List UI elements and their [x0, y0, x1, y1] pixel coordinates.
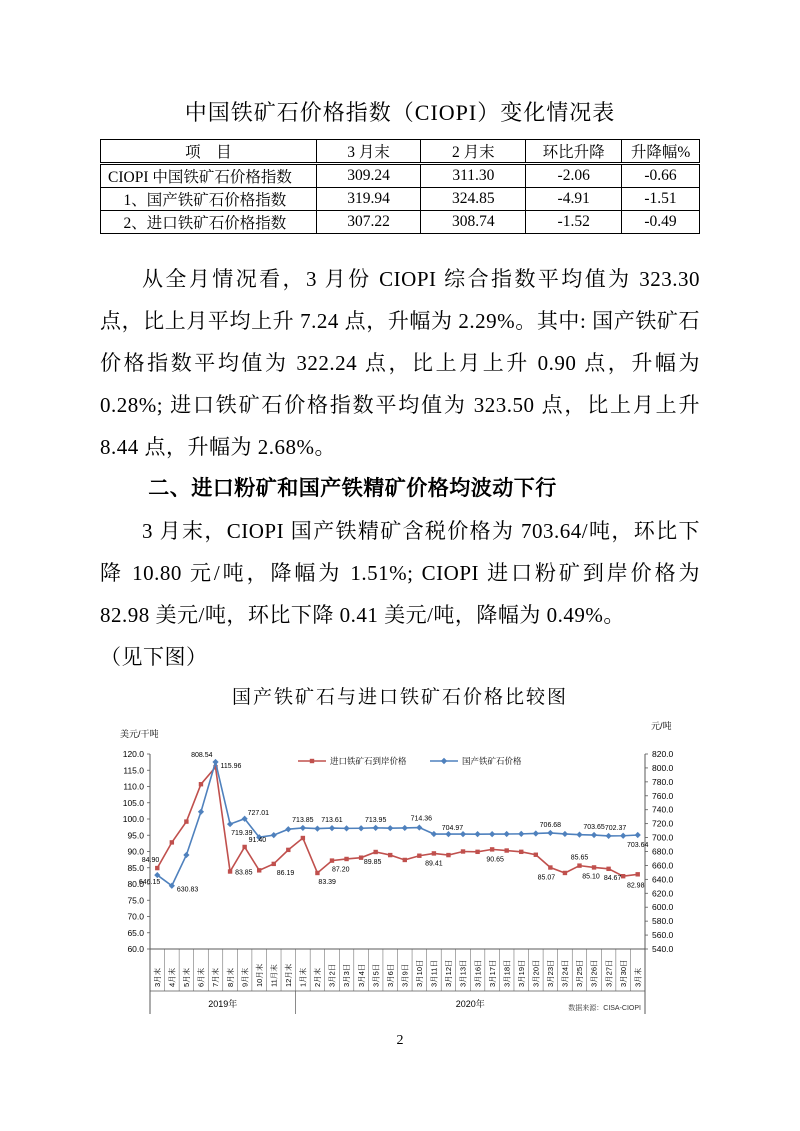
svg-text:75.0: 75.0 — [127, 895, 144, 906]
table-cell: -0.66 — [622, 164, 700, 188]
table-body — [101, 164, 700, 234]
table-row — [101, 164, 700, 188]
svg-text:83.39: 83.39 — [318, 878, 336, 886]
svg-text:704.97: 704.97 — [441, 825, 464, 833]
svg-text:84.67: 84.67 — [603, 874, 622, 882]
svg-text:3月23日: 3月23日 — [546, 959, 556, 987]
svg-text:3月2日: 3月2日 — [327, 963, 337, 987]
svg-text:100.0: 100.0 — [122, 814, 144, 824]
table-header-row — [101, 140, 700, 164]
svg-text:1月末: 1月末 — [298, 967, 308, 987]
svg-text:760.0: 760.0 — [652, 790, 674, 801]
table-header-cell: 升降幅% — [622, 140, 700, 164]
svg-text:80.0: 80.0 — [127, 879, 144, 889]
svg-text:3月4日: 3月4日 — [356, 963, 366, 987]
svg-text:713.85: 713.85 — [292, 816, 314, 824]
svg-text:3月25日: 3月25日 — [575, 959, 585, 987]
svg-text:3月5日: 3月5日 — [371, 963, 381, 987]
page-number: 2 — [396, 1033, 404, 1048]
price-comparison-chart-container — [100, 709, 700, 1021]
table-cell: 2、进口铁矿石价格指数 — [101, 211, 317, 234]
svg-text:85.07: 85.07 — [537, 874, 556, 882]
paragraph-monthly-average: 从全月情况看，3 月份 CIOPI 综合指数平均值为 323.30 点，比上月平均上升 7.24 点，升幅为 2.29%。其中: 国产铁矿石价格指数平均值为 322.24 点，比上月上升 0.90 点，升幅为 0.28%; 进口铁矿石价格指数平均值为 323.50 点，比上月上升 8.44 点，升幅为 2.68%。 — [100, 267, 700, 459]
svg-text:美元/干吨: 美元/干吨 — [120, 729, 159, 739]
svg-text:2020年: 2020年 — [455, 999, 485, 1009]
section-heading-2: 二、进口粉矿和国产铁精矿价格均波动下行 — [148, 477, 557, 500]
svg-text:808.54: 808.54 — [191, 751, 213, 759]
chart-title: 国产铁矿石与进口铁矿石价格比较图 — [231, 687, 568, 708]
svg-text:560.0: 560.0 — [652, 930, 674, 941]
svg-text:85.0: 85.0 — [127, 862, 144, 873]
table-row — [101, 211, 700, 234]
table-cell: -2.06 — [526, 164, 622, 188]
svg-text:89.85: 89.85 — [363, 858, 382, 866]
svg-text:89.41: 89.41 — [425, 860, 443, 868]
svg-text:3月末: 3月末 — [633, 967, 643, 987]
svg-text:3月9日: 3月9日 — [400, 963, 410, 987]
svg-text:9月末: 9月末 — [240, 967, 250, 987]
price-comparison-chart — [100, 709, 700, 1021]
svg-text:2019年: 2019年 — [208, 999, 238, 1009]
svg-text:3月27日: 3月27日 — [604, 959, 614, 987]
svg-text:3月6日: 3月6日 — [385, 963, 395, 987]
svg-text:703.65: 703.65 — [583, 824, 605, 832]
svg-text:719.39: 719.39 — [231, 830, 253, 838]
svg-text:3月17日: 3月17日 — [487, 959, 497, 987]
svg-text:727.01: 727.01 — [247, 809, 270, 817]
svg-text:3月11日: 3月11日 — [429, 960, 439, 987]
table-header-cell: 环比升降 — [526, 140, 622, 164]
svg-text:65.0: 65.0 — [127, 927, 144, 938]
paragraph-prices: 3 月末，CIOPI 国产铁精矿含税价格为 703.64/吨，环比下降 10.80 元/吨，降幅为 1.51%; CIOPI 进口粉矿到岸价格为 82.98 美元/吨，环比下降 0.41 美元/吨，降幅为 0.49%。 — [100, 519, 700, 627]
svg-text:83.85: 83.85 — [235, 869, 253, 877]
svg-text:6月末: 6月末 — [196, 967, 206, 987]
svg-text:91.40: 91.40 — [248, 836, 267, 844]
svg-text:3月24日: 3月24日 — [560, 959, 570, 987]
svg-text:进口铁矿石到岸价格: 进口铁矿石到岸价格 — [330, 756, 407, 766]
svg-text:630.83: 630.83 — [176, 886, 199, 894]
svg-text:580.0: 580.0 — [652, 916, 674, 927]
table-cell: 1、国产铁矿石价格指数 — [101, 188, 317, 211]
svg-text:820.0: 820.0 — [652, 749, 674, 759]
svg-text:115.96: 115.96 — [220, 763, 242, 771]
svg-text:4月末: 4月末 — [167, 967, 177, 987]
svg-text:702.37: 702.37 — [604, 824, 627, 832]
svg-text:110.0: 110.0 — [123, 781, 144, 792]
table-cell: 324.85 — [421, 188, 526, 211]
table-cell: -1.51 — [622, 188, 700, 211]
svg-text:700.0: 700.0 — [652, 832, 674, 843]
svg-text:85.65: 85.65 — [570, 854, 589, 862]
svg-text:3月18日: 3月18日 — [502, 959, 512, 987]
svg-text:720.0: 720.0 — [652, 818, 674, 829]
table-cell: CIOPI 中国铁矿石价格指数 — [101, 164, 317, 188]
svg-text:646.15: 646.15 — [138, 879, 161, 887]
svg-text:3月末: 3月末 — [152, 967, 162, 987]
svg-text:元/吨: 元/吨 — [651, 721, 672, 731]
svg-text:540.0: 540.0 — [652, 944, 674, 954]
svg-text:90.0: 90.0 — [127, 846, 144, 857]
svg-text:95.0: 95.0 — [127, 830, 144, 841]
svg-text:7月末: 7月末 — [211, 967, 221, 987]
svg-text:105.0: 105.0 — [122, 797, 144, 808]
see-figure-note: （见下图） — [100, 645, 208, 669]
svg-text:国产铁矿石价格: 国产铁矿石价格 — [462, 756, 522, 766]
svg-text:680.0: 680.0 — [652, 846, 674, 857]
svg-text:87.20: 87.20 — [331, 866, 350, 874]
svg-text:115.0: 115.0 — [123, 765, 144, 776]
svg-text:8月末: 8月末 — [225, 967, 235, 987]
ciopi-change-table — [100, 139, 700, 234]
svg-text:600.0: 600.0 — [652, 902, 674, 913]
table-cell: 308.74 — [421, 211, 526, 234]
table-header-cell: 2 月末 — [421, 140, 526, 164]
svg-text:120.0: 120.0 — [122, 749, 144, 759]
svg-text:70.0: 70.0 — [127, 911, 144, 922]
svg-text:3月3日: 3月3日 — [342, 963, 352, 987]
table-cell: 319.94 — [316, 188, 421, 211]
table-header-cell: 项 目 — [101, 140, 317, 164]
svg-text:3月13日: 3月13日 — [458, 959, 468, 987]
svg-text:703.64: 703.64 — [627, 842, 649, 850]
table-cell: 311.30 — [421, 164, 526, 188]
svg-text:3月12日: 3月12日 — [444, 959, 454, 987]
svg-text:714.36: 714.36 — [410, 815, 433, 823]
svg-text:86.19: 86.19 — [276, 869, 295, 877]
svg-text:3月30日: 3月30日 — [618, 959, 628, 987]
table-cell: 309.24 — [316, 164, 421, 188]
svg-text:800.0: 800.0 — [652, 762, 674, 773]
table-cell: 307.22 — [316, 211, 421, 234]
svg-text:3月26日: 3月26日 — [589, 959, 599, 987]
table-header-cell: 3 月末 — [316, 140, 421, 164]
table-cell: -0.49 — [622, 211, 700, 234]
svg-text:3月19日: 3月19日 — [516, 959, 526, 987]
svg-text:85.10: 85.10 — [582, 873, 600, 881]
table-cell: -4.91 — [526, 188, 622, 211]
svg-text:84.90: 84.90 — [141, 857, 160, 865]
svg-text:3月10日: 3月10日 — [415, 959, 425, 987]
svg-text:713.95: 713.95 — [364, 816, 387, 824]
svg-text:数据来源：CISA-CIOPI: 数据来源：CISA-CIOPI — [568, 1005, 641, 1012]
table-row — [101, 188, 700, 211]
svg-text:780.0: 780.0 — [652, 776, 674, 787]
svg-text:12月末: 12月末 — [284, 963, 294, 987]
svg-text:5月末: 5月末 — [182, 967, 192, 987]
svg-text:640.0: 640.0 — [652, 874, 674, 885]
table-title: 中国铁矿石价格指数（CIOPI）变化情况表 — [184, 100, 616, 125]
table-header — [101, 140, 700, 164]
svg-text:713.61: 713.61 — [321, 817, 343, 825]
svg-text:11月末: 11月末 — [269, 964, 279, 987]
svg-text:10月末: 10月末 — [254, 963, 264, 987]
svg-text:3月20日: 3月20日 — [531, 959, 541, 987]
svg-text:90.65: 90.65 — [486, 856, 504, 864]
svg-text:706.68: 706.68 — [539, 821, 562, 829]
svg-text:82.98: 82.98 — [626, 882, 645, 890]
svg-text:60.0: 60.0 — [127, 944, 144, 954]
svg-text:3月16日: 3月16日 — [473, 959, 483, 987]
svg-text:2月末: 2月末 — [313, 967, 323, 987]
svg-text:740.0: 740.0 — [652, 804, 674, 815]
svg-text:660.0: 660.0 — [652, 860, 674, 871]
table-cell: -1.52 — [526, 211, 622, 234]
svg-text:620.0: 620.0 — [652, 888, 674, 899]
